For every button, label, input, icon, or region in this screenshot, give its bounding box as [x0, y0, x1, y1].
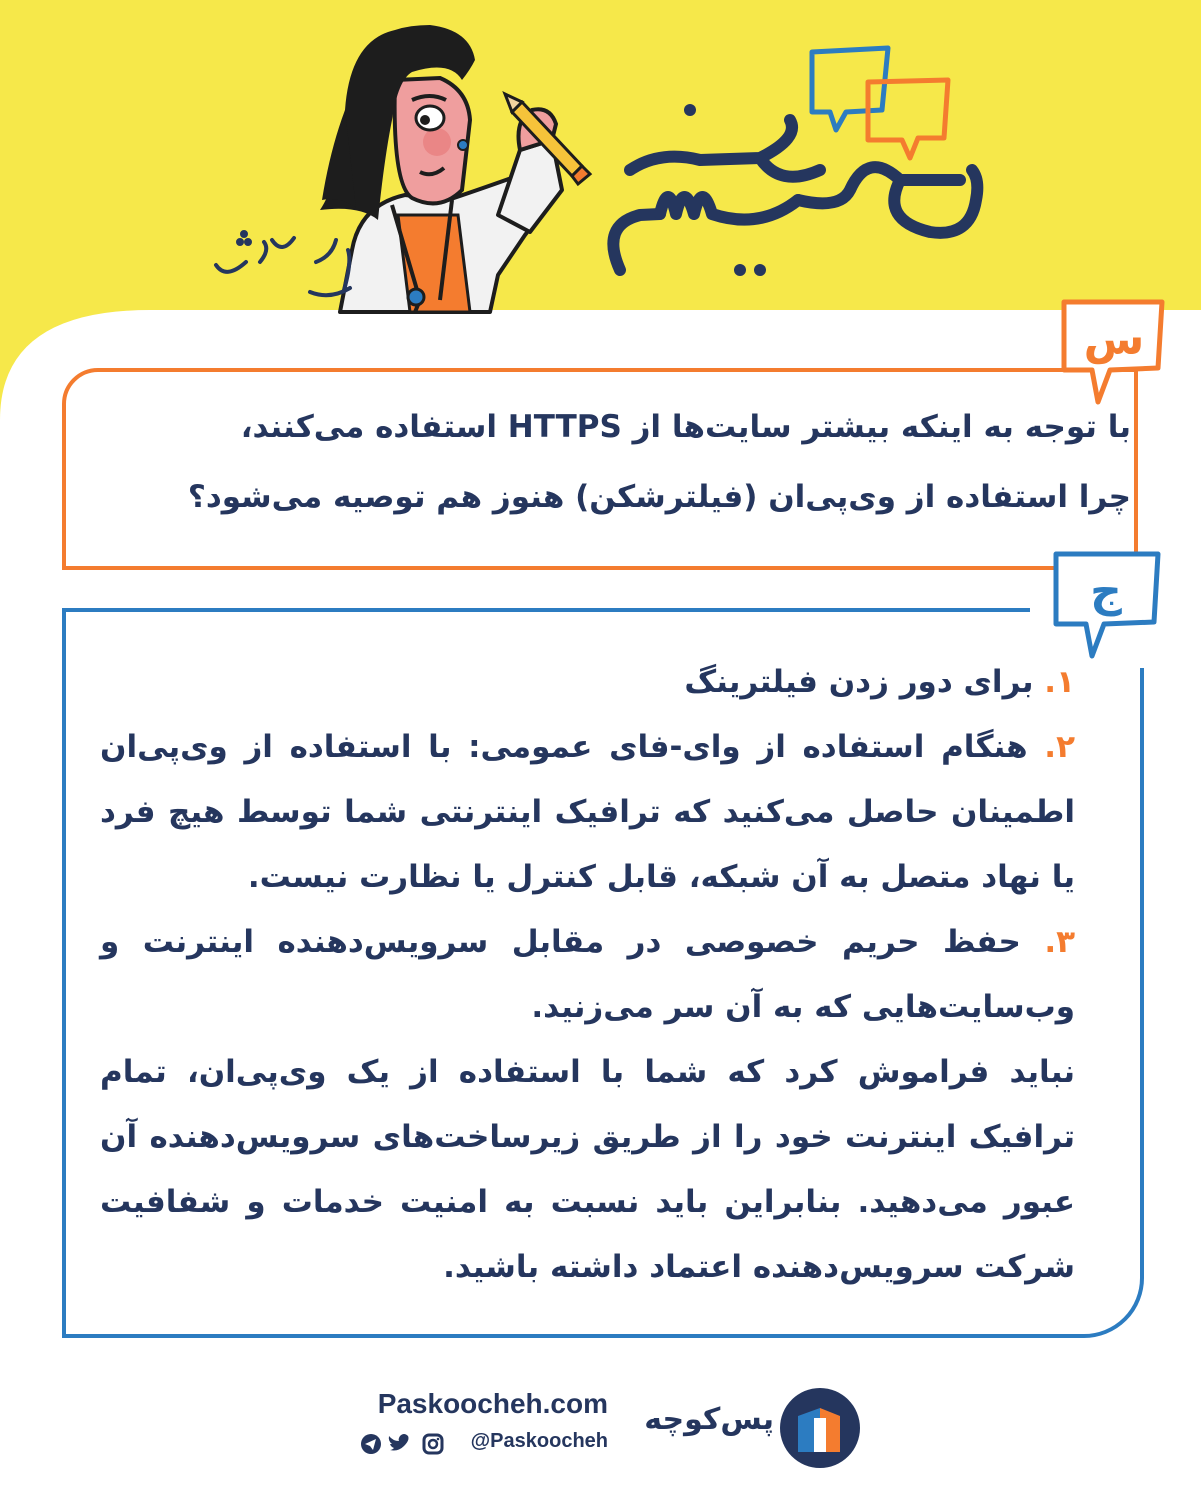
- header-illustration: [0, 0, 1201, 320]
- byline-script: [216, 232, 350, 295]
- social-handle[interactable]: @Paskoocheh: [470, 1430, 608, 1452]
- twitter-icon: [389, 1434, 412, 1451]
- item-2-text: هنگام استفاده از وای-فای عمومی: با استفاده از وی‌پی‌ان اطمینان حاصل می‌کنید که ترافیک اینترنتی شما توسط هیچ فرد یا نهاد متصل به آن شبکه، قابل کنترل یا نظارت نیست.: [100, 729, 1075, 895]
- brand-name: پس‌کوچه: [644, 1402, 774, 1437]
- question-line-2: چرا استفاده از وی‌پی‌ان (فیلترشکن) هنوز هم توصیه می‌شود؟: [187, 479, 1131, 515]
- question-marker: س: [1083, 314, 1145, 365]
- character-illustration: [320, 25, 590, 312]
- item-3-number: ۳.: [1044, 924, 1076, 960]
- item-3-text: حفظ حریم خصوصی در مقابل سرویس‌دهنده اینترنت و وب‌سایت‌هایی که به آن سر می‌زنید.: [100, 924, 1075, 1025]
- question-line-1: با توجه به اینکه بیشتر سایت‌ها از HTTPS استفاده می‌کنند،: [240, 409, 1131, 445]
- answer-closing: نباید فراموش کرد که شما با استفاده از یک وی‌پی‌ان، تمام ترافیک اینترنت خود را از طریق زیرساخت‌های سرویس‌دهنده آن عبور می‌دهید. بنابراین باید نسبت به امنیت خدمات و شفافیت شرکت سرویس‌دهنده اعتماد داشته باشید.: [100, 1054, 1075, 1285]
- title-lettering: [613, 120, 977, 270]
- speech-bubbles-icon: [812, 48, 948, 158]
- answer-item-1: [100, 650, 1075, 715]
- question-text: [131, 392, 1131, 532]
- paskoocheh-logo-icon: [778, 1386, 862, 1470]
- answer-marker: ج: [1090, 566, 1122, 617]
- social-icons: [358, 1430, 450, 1458]
- website-link[interactable]: Paskoocheh.com: [377, 1388, 608, 1419]
- instagram-icon: [424, 1435, 442, 1453]
- answer-text: [100, 650, 1075, 1300]
- answer-item-3: [100, 910, 1075, 1040]
- telegram-icon: [361, 1434, 381, 1454]
- item-1-number: ۱.: [1044, 664, 1075, 700]
- answer-item-2: [100, 715, 1075, 910]
- item-2-number: ۲.: [1044, 729, 1075, 765]
- answer-marker-bubble-icon: [1048, 546, 1166, 664]
- item-1-text: برای دور زدن فیلترینگ: [684, 664, 1034, 700]
